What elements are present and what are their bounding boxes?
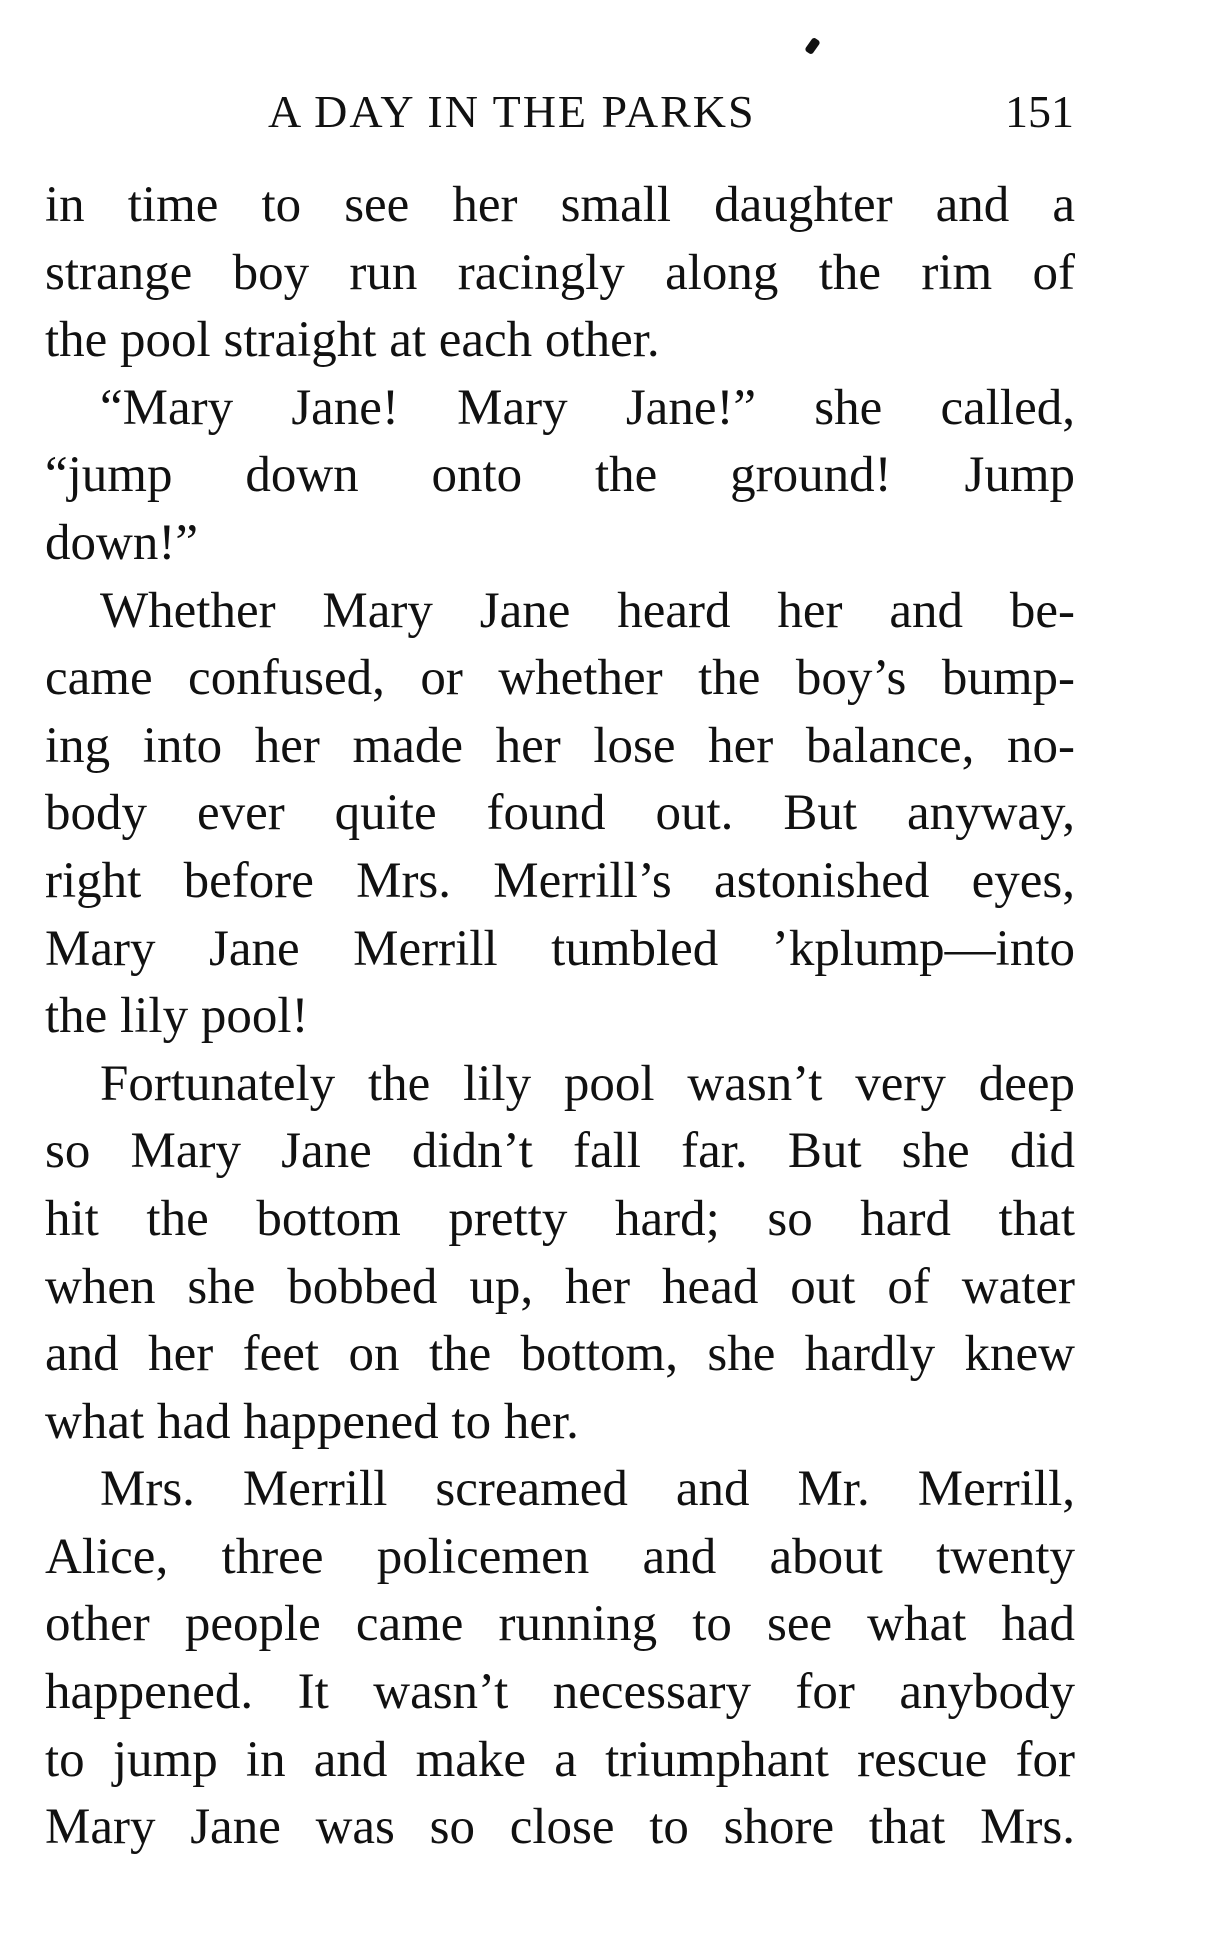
text-line: when she bobbed up, her head out of water [45,1258,1075,1315]
text-line: Mary Jane was so close to shore that Mrs. [45,1799,1075,1856]
text-line: “Mary Jane! Mary Jane!” she called, [100,379,1075,436]
text-line: Fortunately the lily pool wasn’t very deep [100,1055,1075,1112]
text-line: Whether Mary Jane heard her and be- [100,582,1075,639]
text-line: Alice, three policemen and about twenty [45,1528,1075,1585]
page-number: 151 [1005,86,1074,137]
body-text [45,172,1075,1862]
text-line: Mrs. Merrill screamed and Mr. Merrill, [100,1461,1075,1518]
text-line: right before Mrs. Merrill’s astonished eyes, [45,852,1075,909]
text-line: so Mary Jane didn’t fall far. But she did [45,1123,1075,1180]
text-line: ing into her made her lose her balance, no- [45,717,1075,774]
text-line: Mary Jane Merrill tumbled ’kplump—into [45,920,1075,977]
text-line: and her feet on the bottom, she hardly knew [45,1326,1075,1383]
text-line: came confused, or whether the boy’s bump- [45,650,1075,707]
text-line: the lily pool! [45,988,309,1045]
text-line: strange boy run racingly along the rim of [45,244,1075,301]
text-line: the pool straight at each other. [45,312,660,369]
running-title: A DAY IN THE PARKS [268,86,756,137]
text-line: down!” [45,514,198,571]
text-line: “jump down onto the ground! Jump [45,447,1075,504]
running-head [0,82,1225,142]
text-line: to jump in and make a triumphant rescue for [45,1731,1075,1788]
text-line: happened. It wasn’t necessary for anybody [45,1664,1075,1721]
text-line: hit the bottom pretty hard; so hard that [45,1190,1075,1247]
text-line: body ever quite found out. But anyway, [45,785,1075,842]
text-line: in time to see her small daughter and a [45,177,1075,233]
text-line: other people came running to see what had [45,1596,1075,1653]
text-line: what had happened to her. [45,1393,579,1450]
ink-speck [804,37,821,55]
